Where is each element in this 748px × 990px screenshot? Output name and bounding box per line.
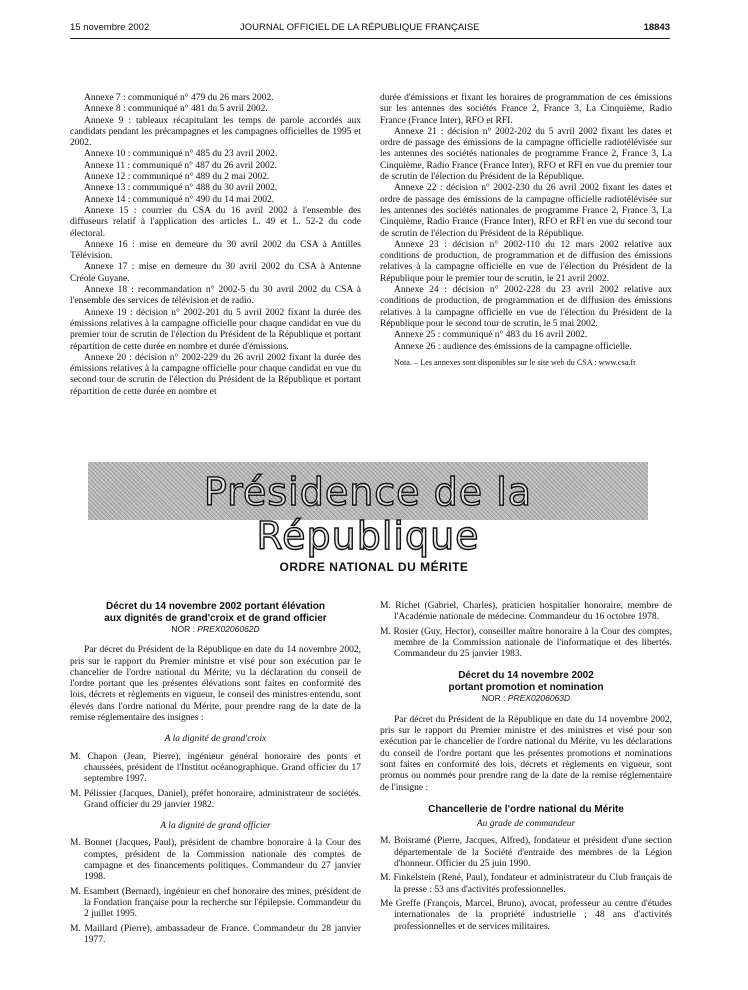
nor-code: PREX0206062D	[197, 624, 260, 634]
subheading-grandcroix: A la dignité de grand'croix	[164, 734, 267, 745]
annex-item: Annexe 9 : tableaux récapitulant les temps de parole accordés aux candidats pendant les précampagnes et les campagnes officielles de 1995 et 2002.	[70, 115, 361, 149]
annex-item: Annexe 12 : communiqué n° 489 du 2 mai 2002.	[84, 172, 270, 183]
decret2-title-line2: portant promotion et nomination	[448, 681, 604, 693]
nor-label: NOR :	[171, 624, 198, 634]
nominee-entry: M. Pélissier (Jacques, Daniel), préfet honoraire, administrateur de sociétés. Grand officier du 29 janvier 1982.	[70, 788, 361, 810]
subheading-grandofficier: A la dignité de grand officier	[160, 821, 271, 832]
page-header	[70, 18, 670, 39]
annex-item: Annexe 15 : courrier du CSA du 16 avril 2002 à l'ensemble des diffuseurs relatif à l'application des articles L. 49 et L. 52-2 du code électoral.	[70, 205, 361, 239]
header-date: 15 novembre 2002	[70, 22, 150, 33]
nominee-entry: M. Bonnet (Jacques, Paul), président de chambre honoraire à la Cour des comptes, président de la Commission nationale des comptes de campagne et des financements politiques. Commandeur du 27 janvier 1998.	[70, 838, 361, 883]
annex-item: Annexe 13 : communiqué n° 488 du 30 avril 2002.	[84, 183, 278, 194]
annex-item: Annexe 14 : communiqué n° 490 du 14 mai 2002.	[84, 194, 275, 205]
annex-item: Annexe 11 : communiqué n° 487 du 26 avril 2002.	[84, 160, 277, 171]
annexes-left-column	[70, 93, 361, 398]
annex-item: Annexe 23 : décision n° 2002-110 du 12 mars 2002 relative aux conditions de production, de programmation et de diffusion des émissions relatives à la campagne officielle en vue de l'élection du Président de la République pour le premier tour de scrutin, le 21 avril 2002.	[380, 239, 672, 284]
banner-title: Présidence de la République	[203, 470, 533, 558]
annex-item: durée d'émissions et fixant les horaires de programmation de ces émissions sur les antennes des sociétés France 2, France 3, La Cinquième, Radio France (France Inter), RFO et RFI.	[380, 93, 672, 126]
annex-item: Annexe 25 : communiqué n° 483 du 16 avril 2002.	[394, 330, 588, 341]
nor-label: NOR :	[481, 693, 508, 704]
annex-item: Annexe 16 : mise en demeure du 30 avril 2002 du CSA à Antilles Télévision.	[70, 239, 361, 262]
nominee-entry: Me Greffe (François, Marcel, Bruno), avocat, professeur au centre d'études internationales de la propriété industrielle ; 48 ans d'activités professionnelles et de services militaires.	[380, 898, 672, 932]
nominee-entry: M. Finkelstein (René, Paul), fondateur et administrateur du Club français de la presse : 53 ans d'activités professionnelles.	[380, 873, 672, 895]
decret1-title-line2: aux dignités de grand'croix et de grand officier	[104, 612, 327, 624]
nominee-entry: M. Richet (Gabriel, Charles), praticien hospitalier honoraire, membre de l'Académie nationale de médecine. Commandeur du 16 octobre 1978.	[380, 601, 672, 623]
nominee-entry: M. Boisramé (Pierre, Jacques, Alfred), fondateur et président d'une section départementale de la Société d'entraide des membres de la Légion d'honneur. Officier du 25 juin 1990.	[380, 836, 672, 870]
decret1-body: Par décret du Président de la République en date du 14 novembre 2002, pris sur le rapport du Premier ministre et visé pour son exécution par le chancelier de l'ordre national du Mérite, vu la déclaration du conseil de l'ordre portant que les présentes élévations sont faites en conformité des lois, décrets et règlements en vigueur, le conseil des ministres entendu, sont élevés dans l'ordre national du Mérite, pour prendre rang de la date de la remise réglementaire des insignes :	[70, 645, 361, 724]
annex-item: Annexe 18 : recommandation n° 2002-5 du 30 avril 2002 du CSA à l'ensemble des services de télévision et de radio.	[70, 285, 361, 307]
nor-code: PREX0206063D	[507, 693, 571, 704]
journal-title: JOURNAL OFFICIEL DE LA RÉPUBLIQUE FRANÇAISE	[240, 22, 480, 33]
nominee-entry: M. Esambert (Bernard), ingénieur en chef honoraire des mines, président de la Fondation française pour la recherche sur l'épilepsie. Commandeur du 2 juillet 1995.	[70, 886, 361, 920]
decret1-nor	[70, 624, 361, 635]
annex-item: Annexe 26 : audience des émissions de la campagne officielle.	[394, 341, 632, 352]
annex-item: Annexe 17 : mise en demeure du 30 avril 2002 du CSA à Antenne Créole Guyane.	[70, 262, 361, 284]
annex-item: Annexe 19 : décision n° 2002-201 du 5 avril 2002 fixant la durée des émissions relatives à la campagne officielle pour chaque candidat en vue du premier tour de scrutin de l'élection du Président de la République et portant répartition de cette durée en nombre et durée d'émissions.	[70, 307, 361, 352]
chancellerie-heading: Chancellerie de l'ordre national du Mérite	[428, 803, 624, 815]
ordre-heading: ORDRE NATIONAL DU MÉRITE	[279, 560, 469, 574]
page-number: 18843	[643, 22, 670, 33]
annex-item: Annexe 20 : décision n° 2002-229 du 26 avril 2002 fixant la durée des émissions relatives à la campagne officielle pour chaque candidat en vue du second tour de scrutin de l'élection du Président de la République et portant répartition de cette durée en nombre et	[70, 352, 361, 397]
decret2-nor	[380, 693, 672, 704]
subheading-commandeur: Au grade de commandeur	[476, 819, 576, 830]
decret2-title-line1: Décret du 14 novembre 2002	[458, 670, 594, 682]
nominee-entry: M. Maillard (Pierre), ambassadeur de France. Commandeur du 28 janvier 1977.	[70, 923, 361, 945]
annex-item: Annexe 21 : décision n° 2002-202 du 5 avril 2002 fixant les dates et ordre de passage des émissions de la campagne officielle radiotélévisée sur les antennes des sociétés nationales de programme France 2, France 3, La Cinquième, Radio France (France Inter), RFO et RFI en vue du premier tour de scrutin de l'élection du Président de la République.	[380, 126, 672, 183]
annex-item: Annexe 8 : communiqué n° 481 du 5 avril 2002.	[84, 104, 268, 115]
annex-item: Annexe 10 : communiqué n° 485 du 23 avril 2002.	[84, 149, 278, 160]
annex-item: Annexe 24 : décision n° 2002-228 du 23 avril 2002 relative aux conditions de production, de programmation et de diffusion des émissions relatives à la campagne officielle en vue de l'élection du Président de la République pour le second tour de scrutin, le 5 mai 2002.	[380, 285, 672, 329]
nominee-entry: M. Rosier (Guy, Hector), conseiller maître honoraire à la Cour des comptes, membre de la Commission nationale de l'informatique et des libertés. Commandeur du 25 janvier 1983.	[380, 626, 672, 660]
decret2-column	[380, 601, 672, 933]
nota-text: Nota. – Les annexes sont disponibles sur le site web du CSA : www.csa.fr	[394, 357, 636, 367]
decret2-body: Par décret du Président de la République en date du 14 novembre 2002, pris sur le rapport du Premier ministre et des ministres et visé pour son exécution par le chancelier de l'ordre national du Mérite, vu les déclarations du conseil de l'ordre portant que les présentes promotions et nominations sont faites en conformité des lois, décrets et règlements en vigueur, sont promus ou nommés pour prendre rang de la date de la remise réglementaire de l'insigne :	[380, 714, 672, 793]
annex-item: Annexe 7 : communiqué n° 479 du 26 mars 2002.	[84, 93, 274, 103]
nominee-entry: M. Chapon (Jean, Pierre), ingénieur général honoraire des ponts et chaussées, président de l'Institut océanographique. Grand officier du 17 septembre 1997.	[70, 751, 361, 785]
decret1-column	[70, 601, 361, 946]
annexes-right-column	[380, 93, 672, 368]
decret1-title-line1: Décret du 14 novembre 2002 portant élévation	[106, 601, 325, 612]
annex-item: Annexe 22 : décision n° 2002-230 du 26 avril 2002 fixant les dates et ordre de passage des émissions de la campagne officielle radiotélévisée sur les antennes des sociétés nationales de programme France 2, France 3, La Cinquième, Radio France (France Inter), RFO et RFI en vue du second tour de scrutin de l'élection du Président de la République.	[380, 183, 672, 239]
section-banner	[88, 462, 648, 558]
